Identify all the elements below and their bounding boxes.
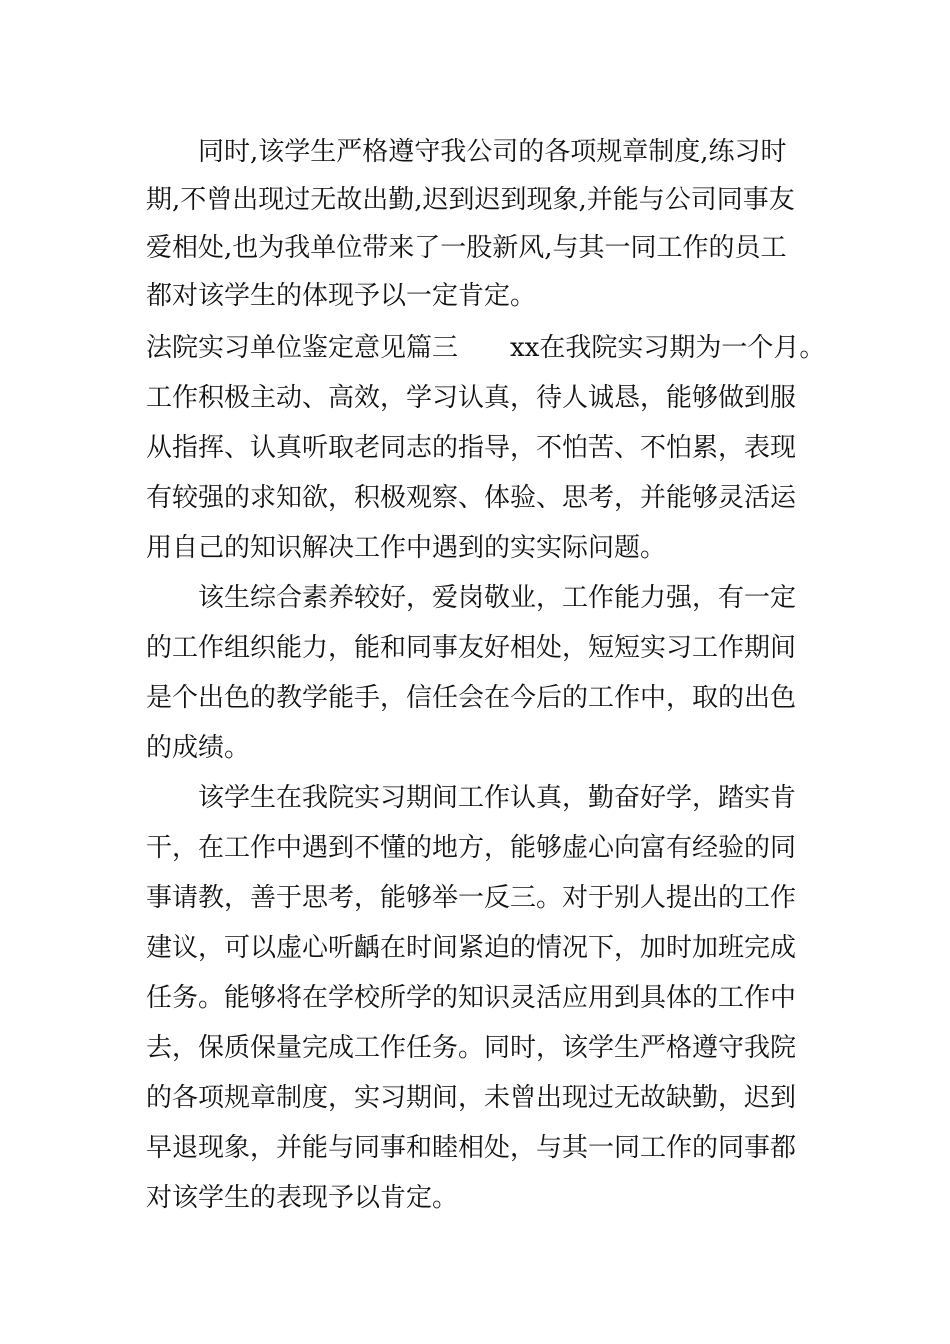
paragraph-4-line-4: 建议，可以虚心听齲在时间紧迫的情况下，加时加班完成	[146, 933, 797, 963]
paragraph-4-line-1: 该学生在我院实习期间工作认真，勤奋好学，踏实肯	[198, 783, 797, 813]
paragraph-4-line-9: 对该学生的表现予以肯定。	[146, 1183, 459, 1213]
paragraph-4-line-6: 去，保质保量完成工作任务。同时，该学生严格遵守我院	[146, 1033, 797, 1063]
paragraph-1-line-3: 爱相处,也为我单位带来了一股新风,与其一同工作的员工	[146, 233, 787, 263]
paragraph-3-line-1: 该生综合素养较好，爱岗敬业，工作能力强，有一定	[198, 583, 797, 613]
paragraph-1-line-2: 期,不曾出现过无故出勤,迟到迟到现象,并能与公司同事友	[146, 185, 795, 215]
paragraph-4-line-8: 早退现象，并能与同事和睦相处，与其一同工作的同事都	[146, 1133, 797, 1163]
paragraph-3-line-4: 的成绩。	[146, 733, 251, 763]
paragraph-1-line-4: 都对该学生的体现予以一定肯定。	[146, 281, 537, 311]
paragraph-3-line-3: 是个出色的教学能手，信任会在今后的工作中，取的出色	[146, 683, 797, 713]
section-heading-tail: xx在我院实习期为一个月。	[510, 333, 826, 363]
paragraph-4-line-3: 事请教，善于思考，能够举一反三。对于别人提出的工作	[146, 883, 797, 913]
paragraph-4-line-5: 任务。能够将在学校所学的知识灵活应用到具体的工作中	[146, 983, 797, 1013]
paragraph-2-line-4: 用自己的知识解决工作中遇到的实实际问题。	[146, 533, 667, 563]
section-heading-line	[146, 332, 825, 364]
paragraph-3-line-2: 的工作组织能力，能和同事友好相处，短短实习工作期间	[146, 633, 797, 663]
paragraph-4-line-7: 的各项规章制度，实习期间，未曾出现过无故缺勤，迟到	[146, 1083, 797, 1113]
paragraph-1-line-1: 同时,该学生严格遵守我公司的各项规章制度,练习时	[198, 137, 787, 167]
paragraph-2-line-3: 有较强的求知欲，积极观察、体验、思考，并能够灵活运	[146, 483, 797, 513]
paragraph-2-line-1: 工作积极主动、高效，学习认真，待人诚恳，能够做到服	[146, 383, 797, 413]
paragraph-2-line-2: 从指挥、认真听取老同志的指导，不怕苦、不怕累，表现	[146, 433, 797, 463]
paragraph-4-line-2: 干，在工作中遇到不懂的地方，能够虚心向富有经验的同	[146, 833, 797, 863]
section-heading: 法院实习单位鉴定意见篇三	[146, 333, 459, 363]
